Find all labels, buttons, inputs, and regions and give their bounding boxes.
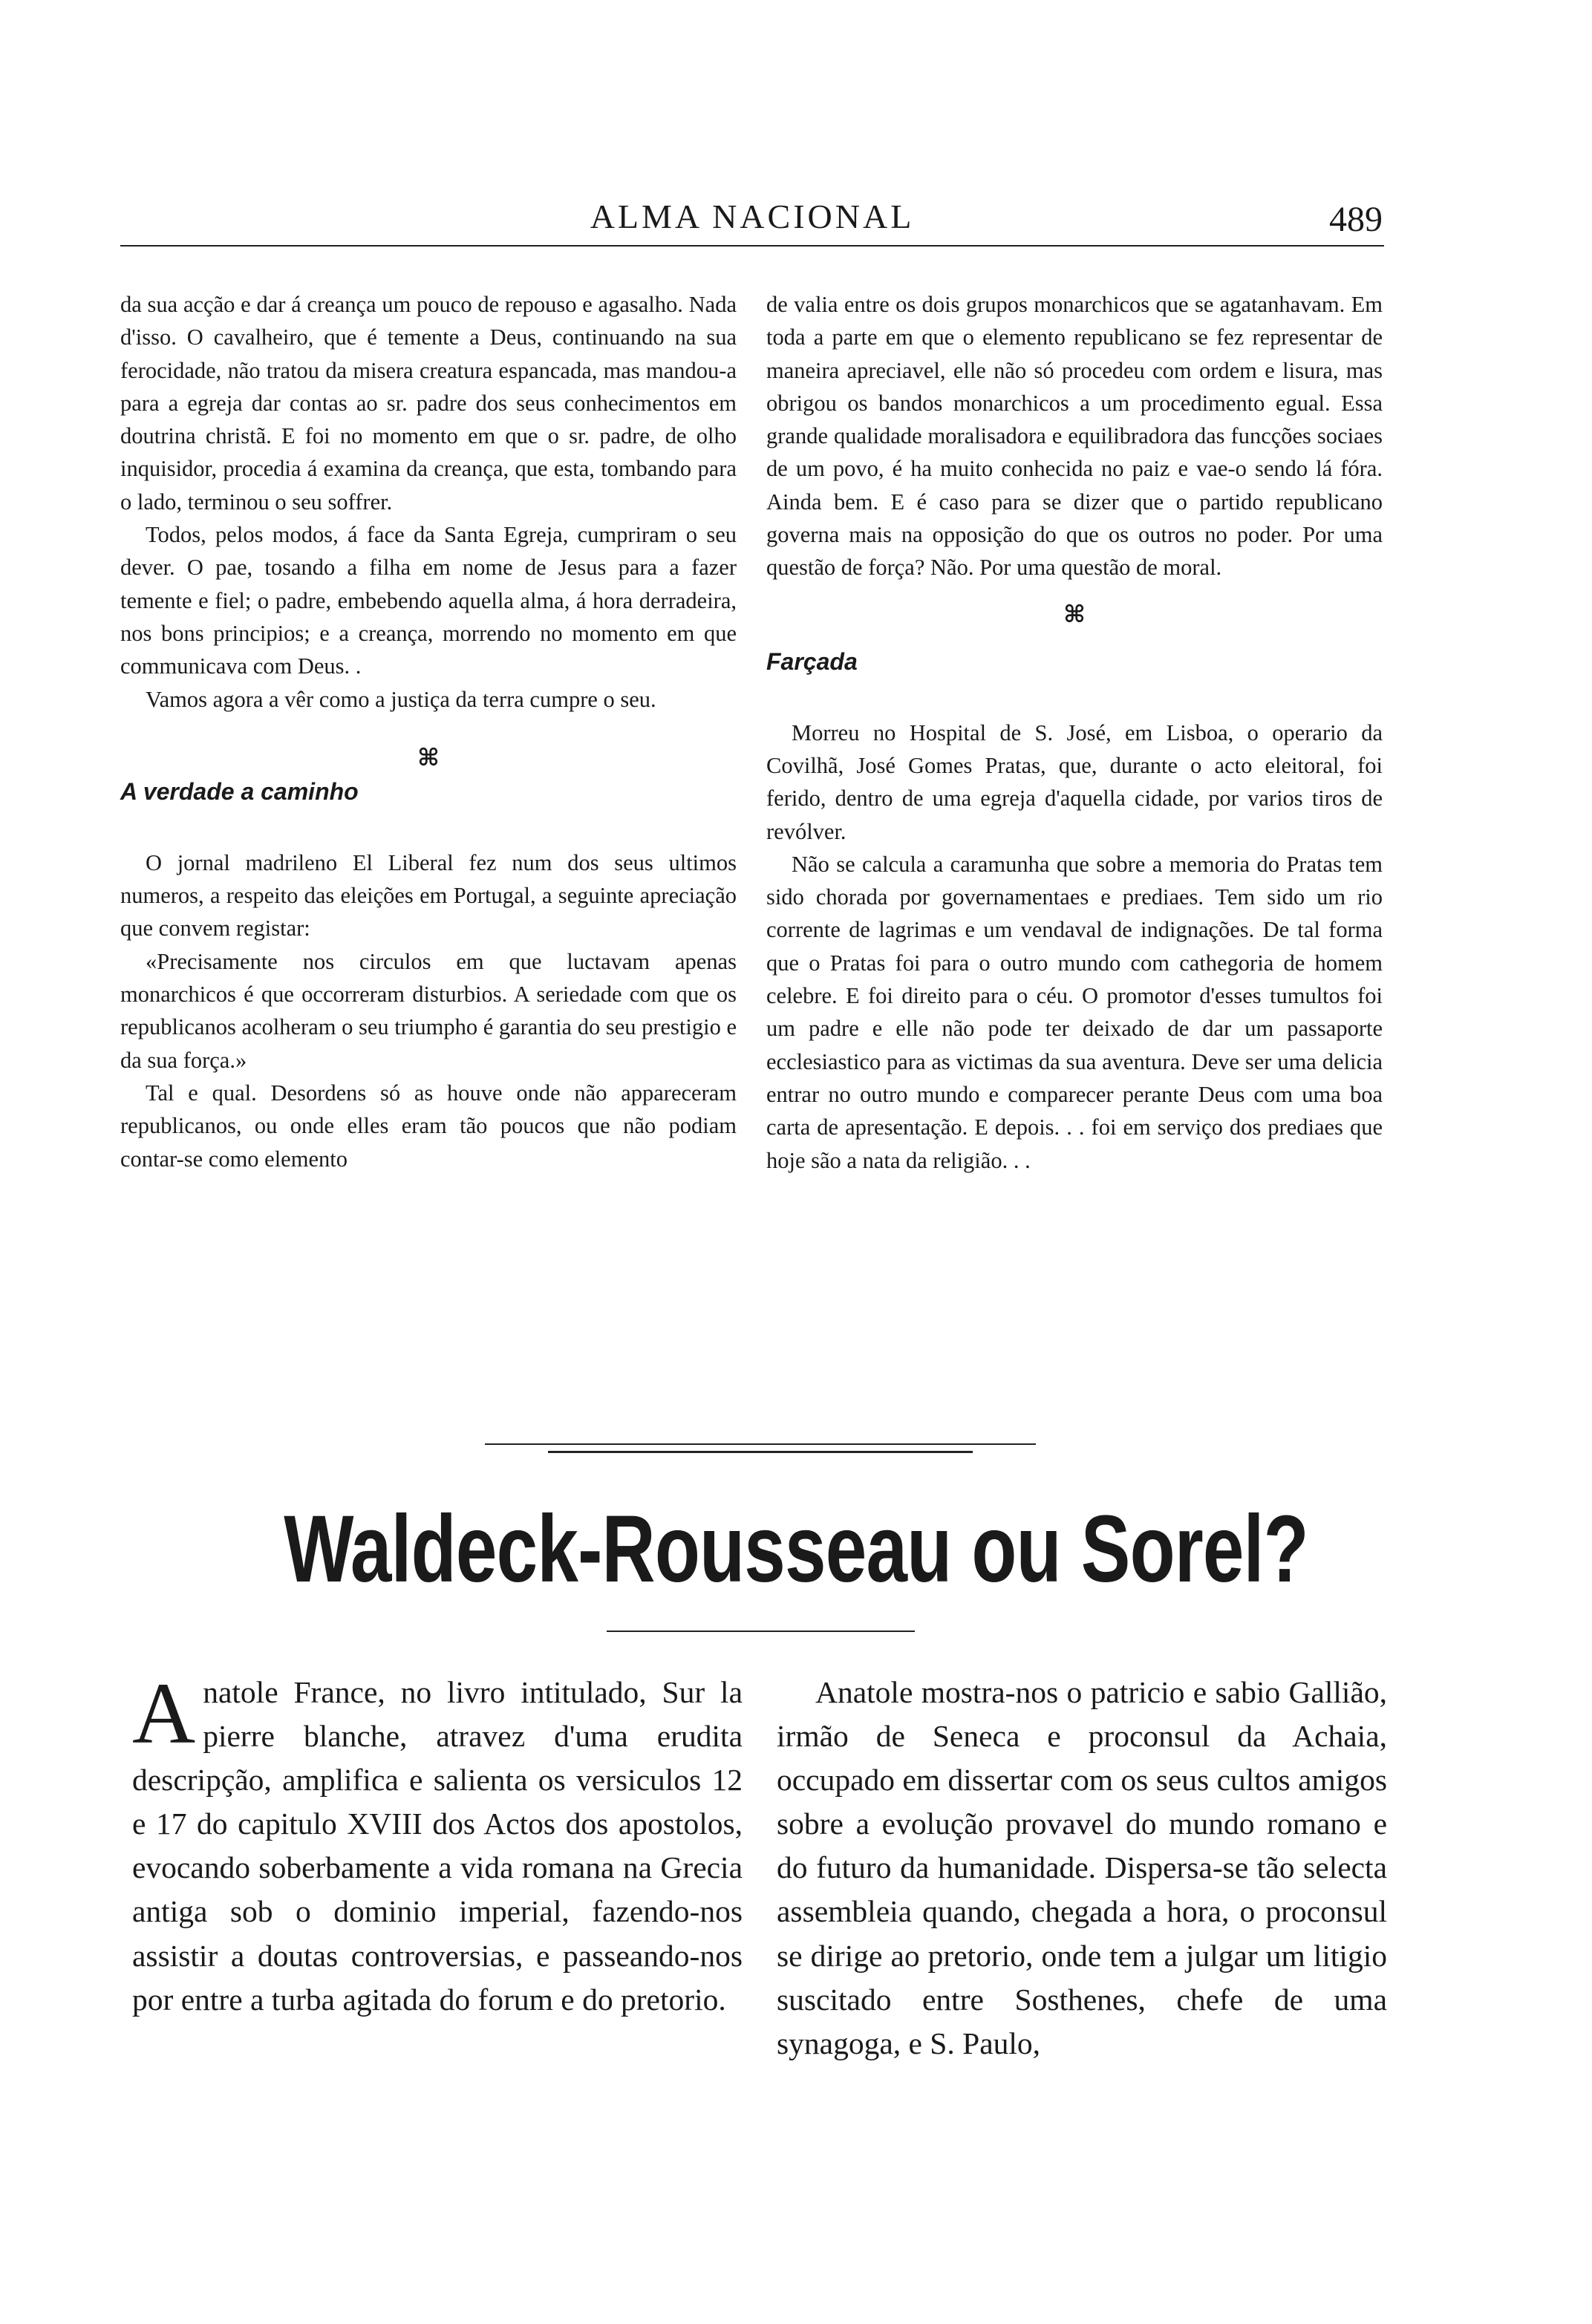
running-title: ALMA NACIONAL (590, 198, 915, 235)
verdade-paragraph-1: O jornal madrileno El Liberal fez num dos seus ultimos numeros, a respeito das eleições em Portugal, a seguinte apreciação que convem registar: (120, 849, 737, 941)
right-paragraph-1: de valia entre os dois grupos monarchicos que se agatanhavam. Em toda a parte em que o elemento republicano se fez representar de maneira apreciavel, elle não só procedeu com ordem e lisura, mas obrigou os bandos monarchicos a um procedimento egual. Essa grande qualidade moralisadora e equilibradora das funcções sociaes de um povo, é ha muito conhecida no paiz e vae-o sendo lá fóra. Ainda bem. E é caso para se dizer que o partido republicano governa mais na opposição do que os outros no poder. Por uma questão de força? Não. Por uma questão de moral. (766, 292, 1383, 581)
article-right-column (777, 1671, 1387, 2066)
verdade-paragraph-2: «Precisamente nos circulos em que luctavam apenas monarchicos é que occorreram disturbios. A seriedade com que os republicanos acolheram o seu triumpho é garantia do seu prestigio e da sua força.» (120, 948, 737, 1073)
article-title: Waldeck-Rousseau ou Sorel? (284, 1496, 1308, 1602)
drop-cap: A (132, 1665, 196, 1762)
section-heading-verdade: A verdade a caminho (120, 777, 359, 805)
divider-rule (485, 1443, 1036, 1445)
section-ornament-icon: ⌘ (417, 742, 440, 771)
article-paragraph-2: Anatole mostra-nos o patricio e sabio Gallião, irmão de Seneca e proconsul da Achaia, occupado em dissertar com os seus cultos amigos sobre a evolução provavel do mundo romano e do futuro da humanidade. Dispersa-se tão selecta assembleia quando, chegada a hora, o proconsul se dirige ao pretorio, onde tem a julgar um litigio suscitado entre Sosthenes, chefe de uma synagoga, e S. Paulo, (777, 1675, 1387, 2060)
farcada-paragraph-2: Não se calcula a caramunha que sobre a memoria do Pratas tem sido chorada por governamentaes e prediaes. Tem sido um rio corrente de lagrimas e um vendaval de indignações. De tal forma que o Pratas foi para o outro mundo com cathegoria de homem celebre. E foi direito para o céu. O promotor d'esses tumultos foi um padre e elle não pode ter deixado de dar um passaporte ecclesiastico para as victimas da sua aventura. Deve ser uma delicia entrar no outro mundo e comparecer perante Deus com uma boa carta de apresentação. E depois. . . foi em serviço dos prediaes que hoje são a nata da religião. . . (766, 851, 1383, 1173)
left-paragraph-3: Vamos agora a vêr como a justiça da terra cumpre o seu. (146, 686, 656, 712)
left-paragraph-2: Todos, pelos modos, á face da Santa Egreja, cumpriram o seu dever. O pae, tosando a filha em nome de Jesus para a fazer temente e fiel; o padre, embebendo aquella alma, á hora derradeira, nos bons principios; e a creança, morrendo no momento em que communicava com Deus. . (120, 522, 737, 679)
section-ornament-icon: ⌘ (1063, 599, 1086, 628)
divider-rule (548, 1451, 973, 1453)
page-number: 489 (1329, 200, 1383, 239)
section-heading-farcada: Farçada (766, 647, 858, 675)
verdade-paragraph-3: Tal e qual. Desordens só as houve onde não appareceram republicanos, ou onde elles eram tão poucos que não podiam contar-se como elemento (120, 1080, 737, 1172)
article-paragraph-1-text: natole France, no livro intitulado, Sur la pierre blanche, atravez d'uma erudita descripção, amplifica e salienta os versiculos 12 e 17 do capitulo XVIII dos Actos dos apostolos, evocando soberbamente a vida romana na Grecia antiga sob o dominio imperial, fazendo-nos assistir a doutas controversias, e passeando-nos por entre a turba agitada do forum e do pretorio. (132, 1675, 743, 2017)
left-column (120, 288, 737, 1175)
running-header (120, 195, 1384, 247)
article-paragraph-1 (132, 1665, 743, 2022)
farcada-paragraph-1: Morreu no Hospital de S. José, em Lisboa, o operario da Covilhã, José Gomes Pratas, que, durante o acto eleitoral, foi ferido, dentro de uma egreja d'aquella cidade, por varios tiros de revólver. (766, 719, 1383, 844)
article-left-column (132, 1665, 743, 2022)
title-underline-rule (607, 1631, 915, 1632)
left-paragraph-1: da sua acção e dar á creança um pouco de repouso e agasalho. Nada d'isso. O cavalheiro, que é temente a Deus, continuando na sua ferocidade, não tratou da misera creatura espancada, mas mandou-a para a egreja dar contas ao sr. padre dos seus conhecimentos em doutrina christã. E foi no momento em que o sr. padre, de olho inquisidor, procedia á examina da creança, que esta, tombando para o lado, terminou o seu soffrer. (120, 292, 737, 515)
right-column (766, 288, 1383, 1177)
